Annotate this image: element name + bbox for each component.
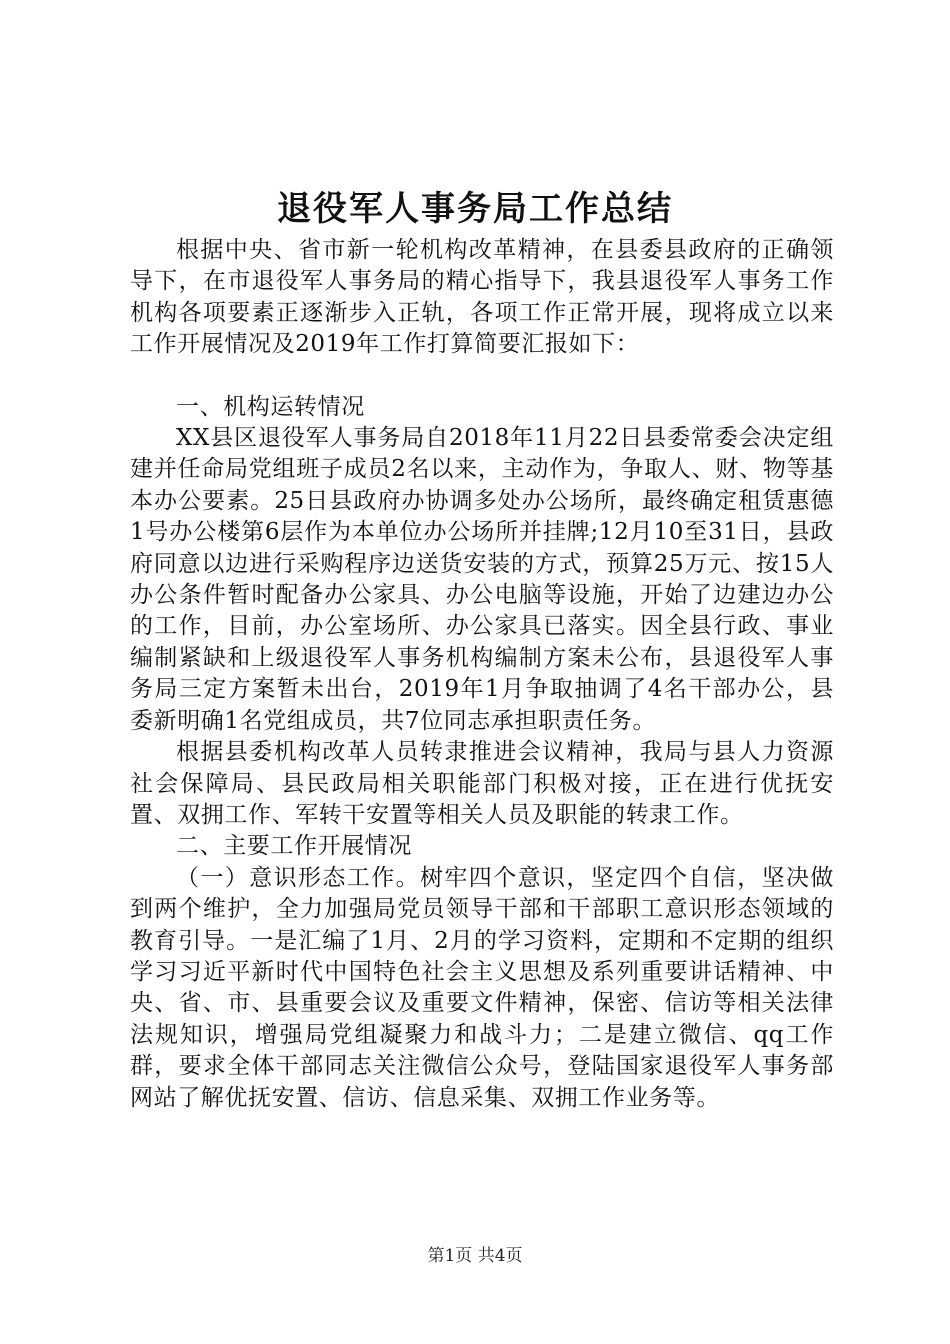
section-heading-1: 一、机构运转情况 — [176, 393, 365, 420]
section-heading-2: 二、主要工作开展情况 — [176, 833, 412, 860]
page-footer: 第1页 共4页 — [427, 1246, 523, 1266]
intro-paragraph: 根据中央、省市新一轮机构改革精神，在县委县政府的正确领导下，在市退役军人事务局的精心指导下，我县退役军人事务工作机构各项要素正逐渐步入正轨，各项工作正常开展，现将成立以来工作开展情况及2019年工作打算简要汇报如下： — [130, 237, 834, 358]
body-paragraph: （一）意识形态工作。树牢四个意识，坚定四个自信，坚决做到两个维护，全力加强局党员领导干部和干部职工意识形态领域的教育引导。一是汇编了1月、2月的学习资料，定期和不定期的组织学习习近平新时代中国特色社会主义思想及系列重要讲话精神、中央、省、市、县重要会议及重要文件精神，保密、信访等相关法律法规知识，增强局党组凝聚力和战斗力；二是建立微信、qq工作群，要求全体干部同志关注微信公众号，登陆国家退役军人事务部网站了解优抚安置、信访、信息采集、双拥工作业务等。 — [130, 864, 834, 1111]
body-paragraph: XX县区退役军人事务局自2018年11月22日县委常委会决定组建并任命局党组班子成员2名以来，主动作为，争取人、财、物等基本办公要素。25日县政府办协调多处办公场所，最终确定租赁惠德1号办公楼第6层作为本单位办公场所并挂牌;12月10至31日，县政府同意以边进行采购程序边送货安装的方式，预算25万元、按15人办公条件暂时配备办公家具、办公电脑等设施，开始了边建边办公的工作，目前，办公室场所、办公家具已落实。因全县行政、事业编制紧缺和上级退役军人事务机构编制方案未公布，县退役军人事务局三定方案暂未出台，2019年1月争取抽调了4名干部办公，县委新明确1名党组成员，共7位同志承担职责任务。 — [130, 425, 834, 734]
document-title: 退役军人事务局工作总结 — [277, 189, 673, 229]
body-paragraph: 根据县委机构改革人员转隶推进会议精神，我局与县人力资源社会保障局、县民政局相关职能部门积极对接，正在进行优抚安置、双拥工作、军转干安置等相关人员及职能的转隶工作。 — [130, 739, 834, 828]
document-body — [130, 235, 834, 1114]
paragraph-spacer — [130, 361, 834, 392]
